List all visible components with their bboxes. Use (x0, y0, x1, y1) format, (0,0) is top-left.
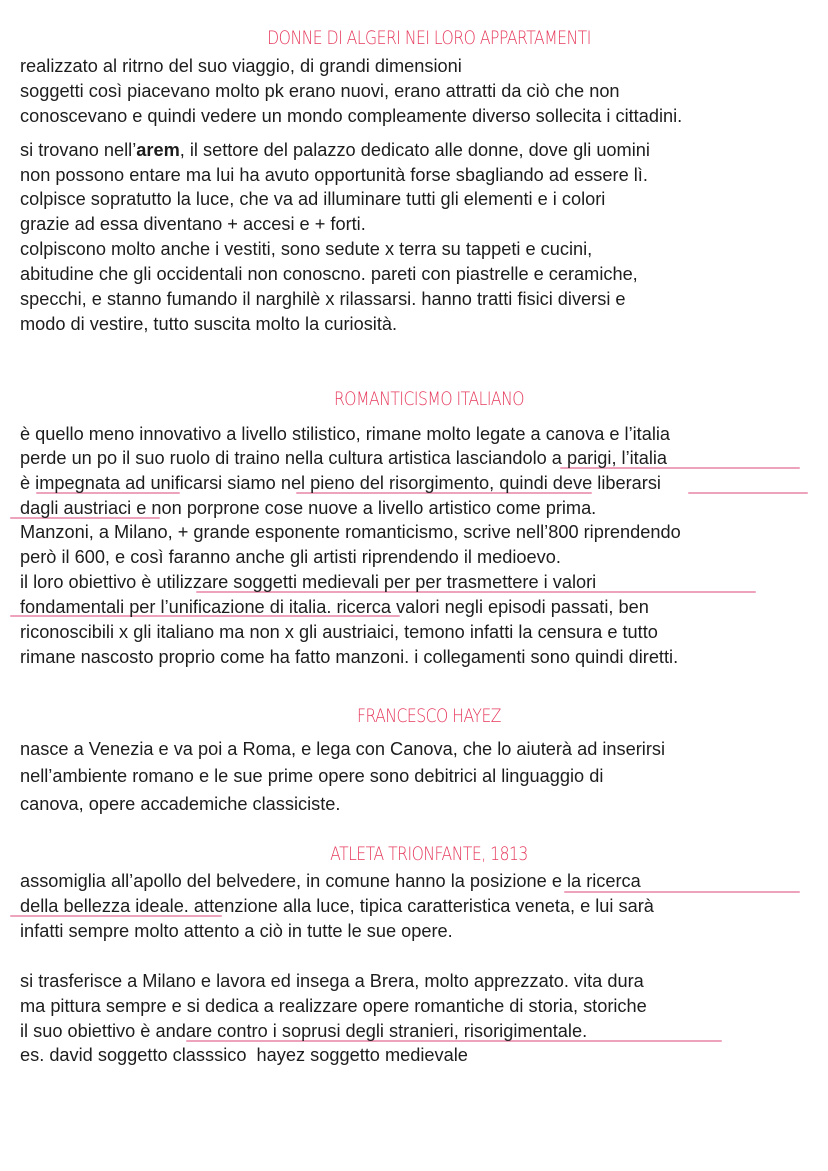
text-line: grazie ad essa diventano + accesi e + forti. (20, 214, 366, 234)
text-line: modo di vestire, tutto suscita molto la curiosità. (20, 314, 398, 334)
underline (688, 492, 808, 494)
text-fragment: si trovano nell’ (20, 140, 137, 160)
text-line: non possono entare ma lui ha avuto opportunità forse sbagliando ad essere lì. (20, 165, 648, 185)
text-line: nasce a Venezia e va poi a Roma, e lega con Canova, che lo aiuterà ad inserirsi (20, 739, 666, 759)
text-line: fondamentali per l’unificazione di italia. ricerca valori negli episodi passati, ben (20, 597, 649, 617)
text-line: si trasferisce a Milano e lavora ed insega a Brera, molto apprezzato. vita dura (20, 971, 644, 991)
text-line: assomiglia all’apollo del belvedere, in comune hanno la posizione e la ricerca (20, 871, 641, 891)
section-title-francesco-hayez: FRANCESCO HAYEZ (356, 705, 501, 727)
text-line (20, 139, 650, 161)
text-line: però il 600, e così faranno anche gli artisti riprendendo il medioevo. (20, 547, 561, 567)
text-line: canova, opere accademiche classiciste. (20, 794, 341, 814)
section-title-donne-di-algeri: DONNE DI ALGERI NEI LORO APPARTAMENTI (267, 27, 591, 49)
text-line: es. david soggetto classsico hayez soggetto medievale (20, 1045, 468, 1065)
text-line: rimane nascosto proprio come ha fatto manzoni. i collegamenti sono quindi diretti. (20, 647, 679, 667)
text-line: abitudine che gli occidentali non conoscno. pareti con piastrelle e ceramiche, (20, 264, 638, 284)
text-line: specchi, e stanno fumando il narghilè x rilassarsi. hanno tratti fisici diversi e (20, 289, 626, 309)
text-line: Manzoni, a Milano, + grande esponente romanticismo, scrive nell’800 riprendendo (20, 522, 681, 542)
text-line: il loro obiettivo è utilizzare soggetti medievali per per trasmettere i valori (20, 572, 597, 592)
text-line: ma pittura sempre e si dedica a realizzare opere romantiche di storia, storiche (20, 996, 647, 1016)
text-line: è impegnata ad unificarsi siamo nel pieno del risorgimento, quindi deve liberarsi (20, 473, 661, 493)
text-line: il suo obiettivo è andare contro i soprusi degli stranieri, risorigimentale. (20, 1021, 588, 1041)
section-title-romanticismo-italiano: ROMANTICISMO ITALIANO (333, 388, 525, 410)
text-line: riconoscibili x gli italiano ma non x gli austriaici, temono infatti la censura e tutto (20, 622, 658, 642)
text-line: colpisce sopratutto la luce, che va ad illuminare tutti gli elementi e i colori (20, 189, 606, 209)
text-line: conoscevano e quindi vedere un mondo compleamente diverso sollecita i cittadini. (20, 106, 683, 126)
text-line: soggetti così piacevano molto pk erano nuovi, erano attratti da ciò che non (20, 81, 620, 101)
text-fragment: , il settore del palazzo dedicato alle donne, dove gli uomini (179, 140, 650, 160)
bold-term-arem: arem (136, 140, 180, 160)
text-line: perde un po il suo ruolo di traino nella cultura artistica lasciandolo a parigi, l’italia (20, 448, 668, 468)
text-line: infatti sempre molto attento a ciò in tutte le sue opere. (20, 921, 453, 941)
text-line: realizzato al ritrno del suo viaggio, di grandi dimensioni (20, 56, 462, 76)
section-title-atleta-trionfante: ATLETA TRIONFANTE, 1813 (330, 843, 528, 865)
text-line: è quello meno innovativo a livello stilistico, rimane molto legate a canova e l’italia (20, 424, 671, 444)
text-line: della bellezza ideale. attenzione alla luce, tipica caratteristica veneta, e lui sarà (20, 896, 654, 916)
text-line: dagli austriaci e non porprone cose nuove a livello artistico come prima. (20, 498, 597, 518)
text-line: colpiscono molto anche i vestiti, sono sedute x terra su tappeti e cucini, (20, 239, 593, 259)
text-line: nell’ambiente romano e le sue prime opere sono debitrici al linguaggio di (20, 766, 604, 786)
